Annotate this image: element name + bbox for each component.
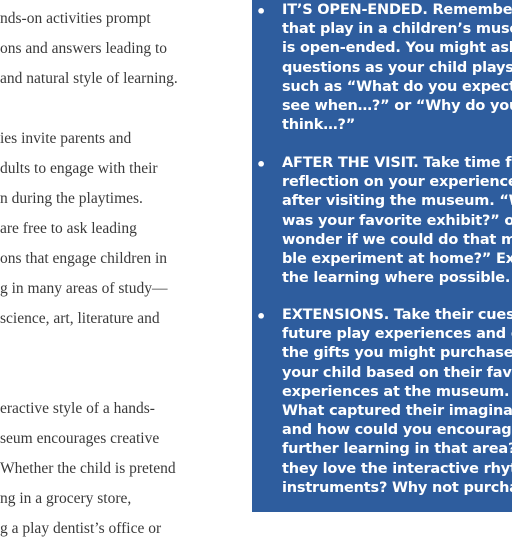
sidebar-tip-line: think…?” — [282, 117, 356, 134]
body-text-line: and natural style of learning. — [0, 70, 178, 87]
body-text-line: science, art, literature and — [0, 310, 160, 327]
sidebar-tip-line: experiences at the museum. — [282, 383, 510, 400]
sidebar-tip-line: was your favorite exhibit?” or — [282, 212, 522, 229]
sidebar-tip-line: AFTER THE VISIT. Take time fo — [282, 155, 522, 171]
body-text-line: n during the playtimes. — [0, 190, 143, 207]
body-text-line: g a play dentist’s office or — [0, 520, 162, 537]
sidebar-tip-line: instruments? Why not purcha — [282, 479, 519, 496]
sidebar-tip-line: IT’S OPEN-ENDED. Remembe — [282, 2, 513, 18]
sidebar-tip-line: questions as your child plays, — [282, 59, 519, 76]
sidebar-tip-line: see when…?” or “Why do you — [282, 98, 520, 114]
body-text-line: seum encourages creative — [0, 430, 160, 447]
body-text-line: g in many areas of study— — [0, 280, 168, 297]
sidebar-tip-line: that play in a children’s muse — [282, 21, 520, 38]
sidebar-tip-line: reflection on your experience — [282, 174, 518, 191]
bullet-icon: • — [256, 155, 267, 174]
body-text-line: ons that engage children in — [0, 250, 168, 267]
body-text-line: are free to ask leading — [0, 220, 137, 237]
body-text-line: ons and answers leading to — [0, 40, 168, 57]
sidebar-tip-line: they love the interactive rhyt — [282, 460, 517, 477]
tips-sidebar — [252, 0, 524, 512]
sidebar-tip-line: wonder if we could do that m — [282, 231, 516, 248]
sidebar-tip-line: and how could you encourage — [282, 422, 522, 439]
sidebar-tip-line: What captured their imaginat — [282, 403, 520, 419]
body-text-line: Whether the child is pretend — [0, 460, 176, 477]
sidebar-tip-line: your child based on their favo — [282, 364, 522, 381]
body-text-line: eractive style of a hands- — [0, 400, 155, 417]
body-text-line: dults to engage with their — [0, 160, 158, 177]
sidebar-tip-line: after visiting the museum. “W — [282, 193, 524, 210]
sidebar-tip-line: future play experiences and e — [282, 326, 521, 343]
sidebar-tip-line: the gifts you might purchase — [282, 345, 514, 362]
sidebar-tip-line: such as “What do you expect — [282, 78, 516, 95]
sidebar-tip-line: the learning where possible. — [282, 270, 511, 287]
bullet-icon: • — [256, 2, 267, 21]
sidebar-tip-line: is open-ended. You might ask — [282, 40, 519, 57]
body-text-line: nds-on activities prompt — [0, 10, 151, 27]
sidebar-tip-line: further learning in that area? — [282, 441, 517, 458]
sidebar-tip-line: EXTENSIONS. Take their cues — [282, 307, 515, 323]
body-text-column — [0, 0, 240, 537]
bullet-icon: • — [256, 307, 267, 326]
sidebar-tip-line: ble experiment at home?” Ext — [282, 251, 522, 267]
body-text-line: ng in a grocery store, — [0, 490, 132, 507]
body-text-line: ies invite parents and — [0, 130, 132, 147]
